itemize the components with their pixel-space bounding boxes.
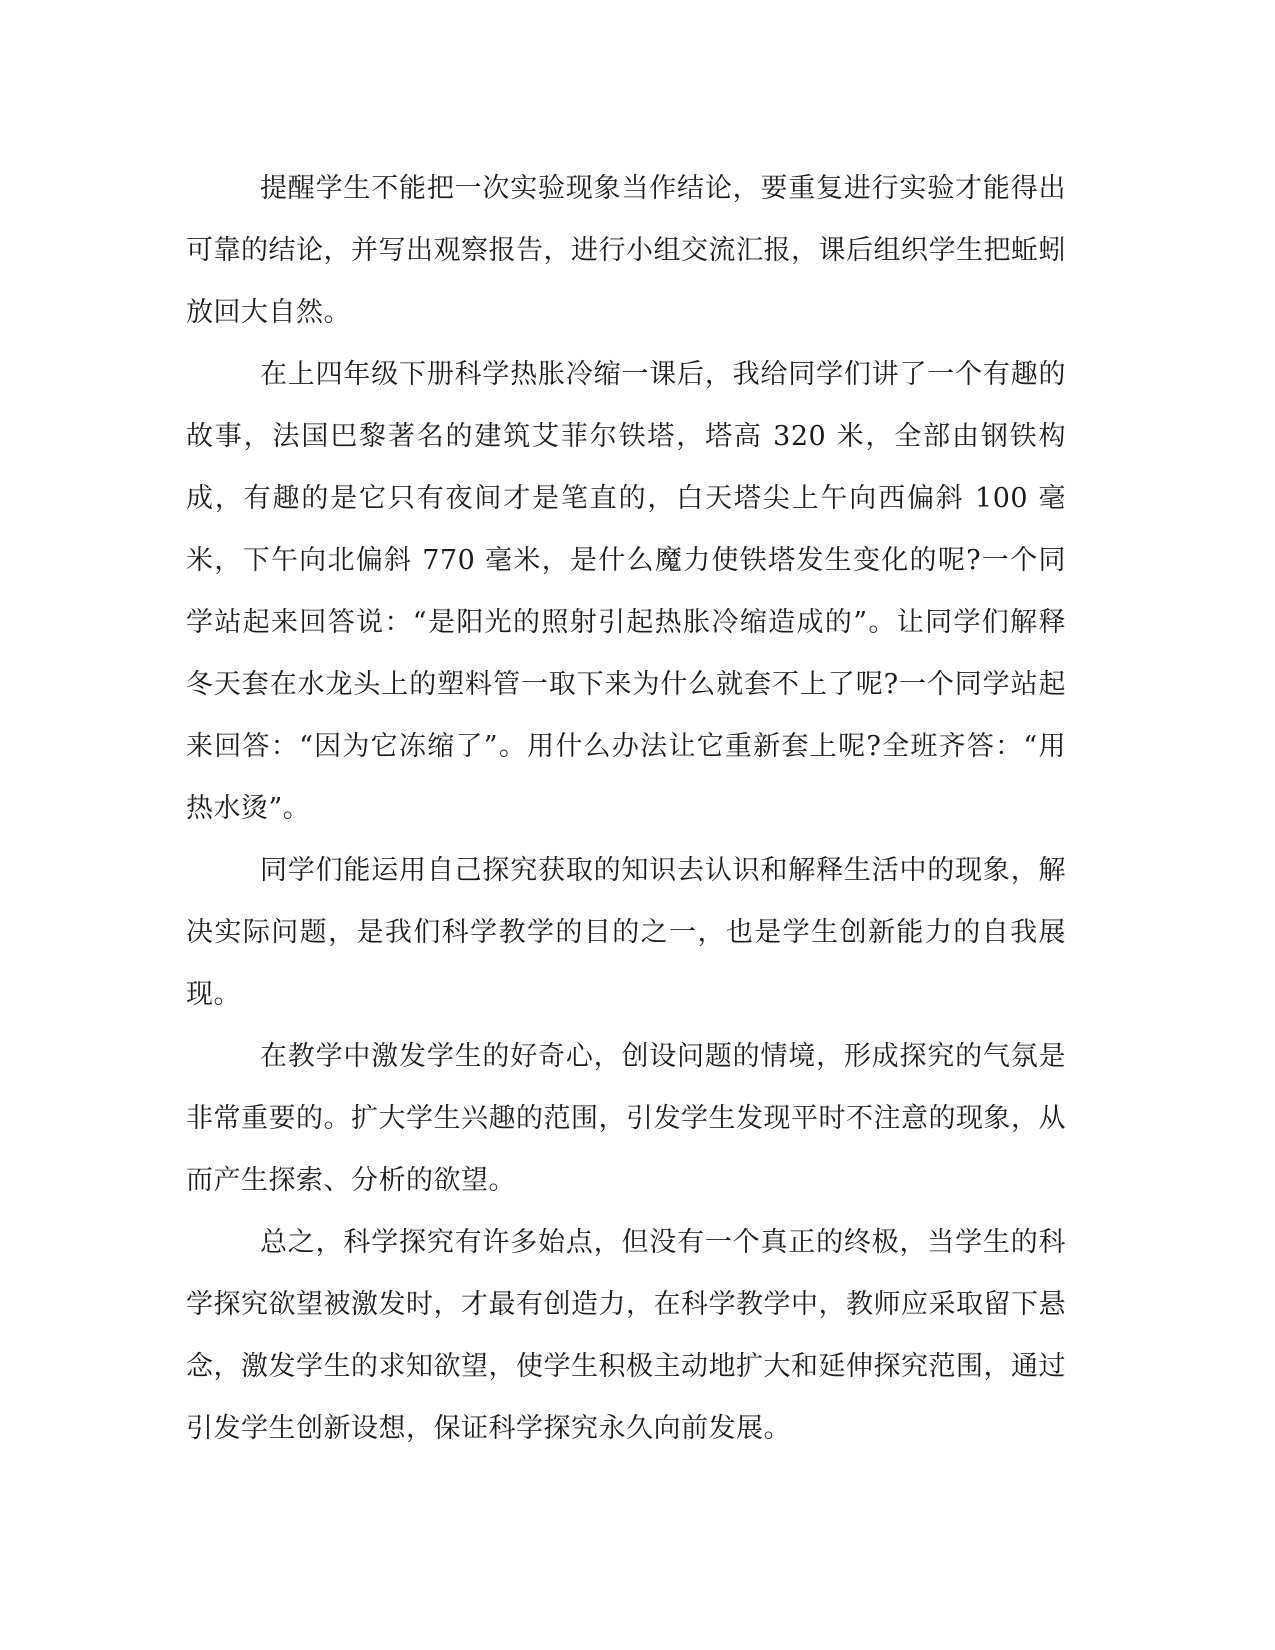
paragraph-applying-knowledge: 同学们能运用自己探究获取的知识去认识和解释生活中的现象，解决实际问题，是我们科学教学的目的之一，也是学生创新能力的自我展现。: [186, 855, 1066, 1010]
document-body: [186, 158, 1066, 1460]
paragraph-conclusion: 总之，科学探究有许多始点，但没有一个真正的终极，当学生的科学探究欲望被激发时，才最有创造力，在科学教学中，教师应采取留下悬念，激发学生的求知欲望，使学生积极主动地扩大和延伸探究范围，通过引发学生创新设想，保证科学探究永久向前发展。: [186, 1227, 1066, 1444]
paragraph-thermal-expansion-story: 在上四年级下册科学热胀冷缩一课后，我给同学们讲了一个有趣的故事，法国巴黎著名的建筑艾菲尔铁塔，塔高 320 米，全部由钢铁构成，有趣的是它只有夜间才是笔直的，白天塔尖上午向西偏斜 100 毫米，下午向北偏斜 770 毫米，是什么魔力使铁塔发生变化的呢?一个同学站起来回答说：“是阳光的照射引起热胀冷缩造成的”。让同学们解释冬天套在水龙头上的塑料管一取下来为什么就套不上了呢?一个同学站起来回答：“因为它冻缩了”。用什么办法让它重新套上呢?全班齐答：“用热水烫”。: [186, 359, 1066, 824]
paragraph-curiosity: 在教学中激发学生的好奇心，创设问题的情境，形成探究的气氛是非常重要的。扩大学生兴趣的范围，引发学生发现平时不注意的现象，从而产生探索、分析的欲望。: [186, 1041, 1066, 1196]
paragraph-experiment-report: 提醒学生不能把一次实验现象当作结论，要重复进行实验才能得出可靠的结论，并写出观察报告，进行小组交流汇报，课后组织学生把蚯蚓放回大自然。: [186, 173, 1066, 328]
